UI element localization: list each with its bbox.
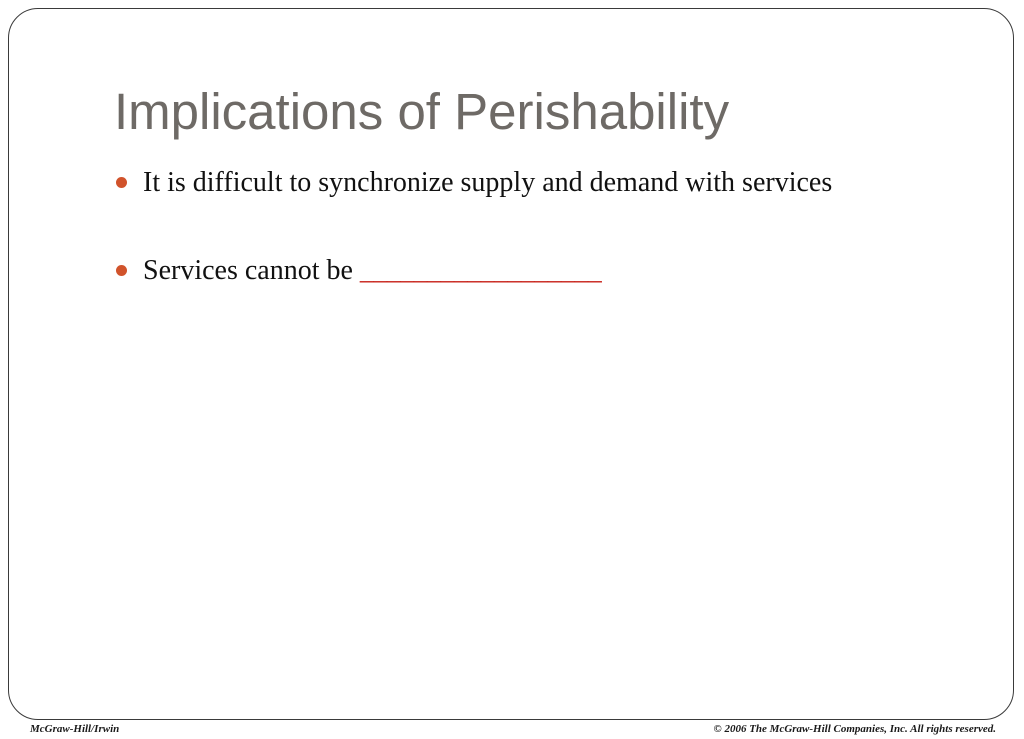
- bullet-dot-icon: [116, 177, 127, 188]
- footer-copyright: © 2006 The McGraw-Hill Companies, Inc. All rights reserved.: [713, 723, 996, 735]
- fill-in-blank: __________________: [359, 255, 602, 286]
- list-item: [114, 164, 832, 202]
- bullet-dot-icon: [116, 265, 127, 276]
- slide-title: Implications of Perishability: [114, 83, 730, 140]
- bullet-text: Services cannot be: [143, 255, 360, 286]
- bullet-text: It is difficult to synchronize supply and demand with services: [143, 167, 833, 198]
- list-item: [114, 252, 832, 290]
- footer-publisher: McGraw-Hill/Irwin: [30, 723, 120, 735]
- bullet-list: [114, 164, 832, 290]
